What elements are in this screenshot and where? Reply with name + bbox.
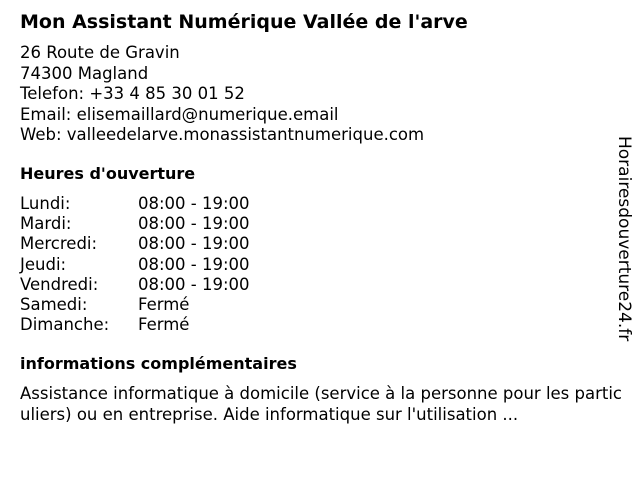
day-hours: Fermé <box>138 295 190 315</box>
day-hours: 08:00 - 19:00 <box>138 214 250 234</box>
day-label: Mardi: <box>20 214 72 234</box>
additional-info-heading: informations complémentaires <box>20 354 297 373</box>
website-url: Web: valleedelarve.monassistantnumerique.com <box>20 125 425 144</box>
hours-row-wednesday <box>20 234 250 254</box>
hours-row-saturday <box>20 295 250 315</box>
day-label: Dimanche: <box>20 315 110 335</box>
hours-row-monday <box>20 194 250 214</box>
day-hours: 08:00 - 19:00 <box>138 234 250 254</box>
day-hours: 08:00 - 19:00 <box>138 254 250 274</box>
day-label: Jeudi: <box>20 254 67 274</box>
day-hours: Fermé <box>138 315 190 335</box>
opening-hours-heading: Heures d'ouverture <box>20 164 196 183</box>
email-address: Email: elisemaillard@numerique.email <box>20 104 339 124</box>
day-label: Lundi: <box>20 194 71 213</box>
watermark <box>612 136 636 346</box>
hours-row-tuesday <box>20 214 250 234</box>
phone-number: Telefon: +33 4 85 30 01 52 <box>20 84 245 103</box>
day-hours: 08:00 - 19:00 <box>138 194 250 213</box>
hours-row-thursday <box>20 255 250 275</box>
day-hours: 08:00 - 19:00 <box>138 274 250 294</box>
street-address: 26 Route de Gravin <box>20 43 180 62</box>
hours-row-sunday <box>20 315 250 335</box>
hours-row-friday <box>20 275 250 295</box>
day-label: Vendredi: <box>20 274 99 294</box>
day-label: Mercredi: <box>20 234 98 254</box>
postal-city: 74300 Magland <box>20 63 149 83</box>
address-block <box>20 43 424 146</box>
business-title: Mon Assistant Numérique Vallée de l'arve <box>20 11 468 33</box>
day-label: Samedi: <box>20 295 88 315</box>
additional-info-text: Assistance informatique à domicile (service à la personne pour les particuliers) ou en entreprise. Aide informatique sur l'utilisation ... <box>20 384 623 424</box>
watermark-text: Horairesdouverture24.fr <box>614 136 634 342</box>
opening-hours-table <box>20 194 250 335</box>
